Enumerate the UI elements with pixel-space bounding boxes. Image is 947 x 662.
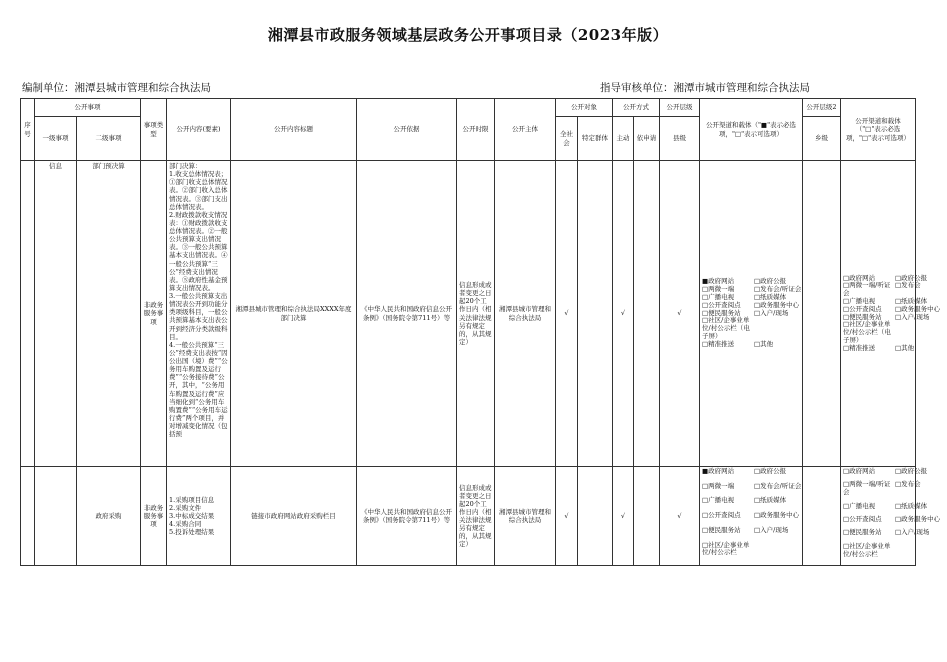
channel-option: □便民服务站 (843, 528, 882, 537)
col-level-group: 公开层级 (660, 99, 700, 117)
page-title: 湘潭县市政服务领域基层政务公开事项目录（2023年版） (267, 26, 669, 44)
col-content-title: 公开内容标题 (231, 99, 357, 161)
channel-option: □政府公报 (895, 467, 928, 475)
row-method-request (634, 467, 660, 566)
channel-option: □广播电视 (843, 501, 876, 510)
channel-option: □其他 (754, 339, 774, 348)
content-line: 3.一般公共预算支出情况表公开到功能分类项级科目，一般公共预算基本支出表公开到经济分类款级科目。 (169, 292, 228, 341)
row-level1: 信息 (35, 161, 77, 467)
channel-option: □精准推送 (702, 339, 735, 348)
content-line: 4.一般公共预算“三公”经费支出表按“因公出国（境）费”“公务用车购置及运行费”“公务接待费”公开，其中，“公务用车购置及运行费”应当细化到“公务用车购置费”“公务用车运行费”两个项目，并对增减变化情况（包括预 (169, 340, 228, 439)
col-channel-2: 公开渠道和载体（"□"表示必选项，"□"表示可选项） (841, 99, 916, 161)
channel-option: □其他 (895, 343, 915, 352)
row-level2: 部门预决算 (77, 161, 141, 467)
channel-option: □入户/现场 (754, 308, 789, 317)
col-subject: 公开主体 (495, 99, 556, 161)
row-channels-2 (841, 161, 941, 467)
channel-option: □广播电视 (702, 496, 735, 505)
row-target-all: √ (556, 467, 578, 566)
row-channels-2 (841, 467, 941, 566)
channel-option: □公开查阅点 (702, 300, 741, 309)
channel-option: □纸质媒体 (895, 501, 928, 510)
channel-option: □广播电视 (702, 293, 735, 301)
channel-option: □两微一端 (702, 481, 735, 490)
row-subject: 湘潭县城市管理和综合执法局 (495, 467, 556, 566)
channel-option: □政务服务中心 (895, 514, 941, 523)
channel-option: □精准推送 (843, 343, 876, 352)
channel-option: □便民服务站 (702, 308, 741, 317)
row-level2-township (803, 467, 841, 566)
compiler-unit: 编制单位：湘潭县城市管理和综合执法局 (22, 82, 211, 94)
content-line: 3.中标成交结果 (169, 511, 215, 520)
channel-option: □两微一端/听证会 (843, 281, 891, 298)
col-target-all: 全社会 (556, 117, 578, 161)
col-period: 公开时限 (457, 99, 495, 161)
row-target-specific (578, 161, 613, 467)
channel-option: □社区/企事业单位/村公示栏 (702, 540, 750, 557)
col-channel-1: 公开渠道和载体（"■"表示必选项，"□"表示可选项） (700, 99, 803, 161)
row-level1 (35, 467, 77, 566)
channel-option: □发布会 (895, 480, 921, 489)
channel-option: □发布会/听证会 (754, 285, 802, 294)
row-content-title: 湘潭县城市管理和综合执法局XXXX年度部门决算 (231, 161, 357, 467)
content-line: 部门决算： (169, 162, 202, 170)
row-channels-1 (700, 467, 803, 566)
col-type: 事项类型 (141, 99, 167, 161)
channel-option: □广播电视 (843, 296, 876, 305)
col-level2-township: 乡级 (803, 117, 841, 161)
row-target-specific (578, 467, 613, 566)
table-row (21, 161, 916, 467)
row-level-county: √ (660, 467, 700, 566)
channel-option (754, 317, 806, 340)
row-basis: 《中华人民共和国政府信息公开条例》（国务院令第711号）等 (357, 161, 457, 467)
channel-option: □便民服务站 (702, 525, 741, 534)
channel-option: ■政府网站 (702, 277, 735, 286)
disclosure-table (20, 98, 941, 566)
col-target-specific: 特定群体 (578, 117, 613, 161)
content-line: 1.采购项目信息 (169, 495, 215, 504)
row-basis: 《中华人民共和国政府信息公开条例》（国务院令第711号）等 (357, 467, 457, 566)
supervisor-unit: 指导审核单位：湘潭市城市管理和综合执法局 (600, 82, 810, 94)
content-line: 5.投诉处理结果 (169, 528, 215, 537)
col-level2: 二级事项 (77, 117, 141, 161)
row-subject: 湘潭县城市管理和综合执法局 (495, 161, 556, 467)
row-level2-township (803, 161, 841, 467)
channel-option: □政府公报 (754, 277, 787, 286)
row-seq (21, 467, 35, 566)
row-type: 非政务服务事项 (141, 467, 167, 566)
channel-option: □两微一端 (702, 285, 735, 294)
col-content: 公开内容(要素) (167, 99, 231, 161)
channel-option: □社区/企事业单位/村公示栏（电子屏） (702, 316, 750, 340)
channel-option: □政务服务中心 (754, 511, 800, 520)
col-method-active: 主动 (613, 117, 634, 161)
col-method-group: 公开方式 (613, 99, 660, 117)
channel-option (895, 321, 947, 344)
row-target-all: √ (556, 161, 578, 467)
content-line: 2.采购文件 (169, 503, 202, 512)
col-level2-group: 公开层级2 (803, 99, 841, 117)
row-method-request (634, 161, 660, 467)
channel-option: □政务服务中心 (895, 304, 941, 313)
channel-option: □公开查阅点 (843, 304, 882, 313)
channel-option: □便民服务站 (843, 312, 882, 321)
row-seq (21, 161, 35, 467)
channel-option: □两微一端/听证会 (843, 480, 891, 497)
col-level-county: 县级 (660, 117, 700, 161)
channel-option: □政府公报 (895, 273, 928, 282)
row-type: 非政务服务事项 (141, 161, 167, 467)
channel-option: □发布会 (895, 281, 921, 290)
channel-option: □纸质媒体 (754, 293, 787, 301)
col-basis: 公开依据 (357, 99, 457, 161)
col-method-request: 依申请 (634, 117, 660, 161)
channel-option: □社区/企事业单位/村公示栏 (843, 541, 891, 558)
row-period: 信息形成或者变更之日起20个工作日内（相关法律法规另有规定的，从其规定） (457, 467, 495, 566)
channel-option: ■政府网站 (702, 467, 735, 475)
channel-option: □公开查阅点 (843, 514, 882, 523)
row-content-title: 链接市政府网站政府采购栏目 (231, 467, 357, 566)
channel-option: □入户/现场 (895, 528, 930, 537)
col-seq: 序号 (21, 99, 35, 161)
table-row (21, 467, 916, 566)
row-content (167, 161, 231, 467)
row-level2: 政府采购 (77, 467, 141, 566)
row-period: 信息形成或者变更之日起20个工作日内（相关法律法规另有规定的，从其规定） (457, 161, 495, 467)
content-line: 1.收支总体情况表；①部门收支总体情况表。②部门收入总体情况表。③部门支出总体情况表。 (169, 170, 228, 211)
channel-option: □政务服务中心 (754, 300, 800, 309)
row-channels-1 (700, 161, 803, 467)
row-method-active: √ (613, 467, 634, 566)
channel-option: □政府网站 (843, 467, 876, 475)
header-row-1 (21, 99, 916, 117)
channel-option: □政府网站 (843, 273, 876, 282)
row-method-active: √ (613, 161, 634, 467)
row-content (167, 467, 231, 566)
col-level1: 一级事项 (35, 117, 77, 161)
channel-option: □发布会/听证会 (754, 481, 802, 490)
row-level-county: √ (660, 161, 700, 467)
channel-option: □入户/现场 (754, 525, 789, 534)
channel-option: □公开查阅点 (702, 511, 741, 520)
channel-option: □纸质媒体 (895, 296, 928, 305)
channel-option: □政府公报 (754, 467, 787, 475)
col-item-group: 公开事项 (35, 99, 141, 117)
content-line: 4.采购合同 (169, 520, 202, 529)
channel-option: □纸质媒体 (754, 496, 787, 505)
channel-option: □入户/现场 (895, 312, 930, 321)
content-line: 2.财政拨款收支情况表：①财政拨款收支总体情况表。②一般公共预算支出情况表。③一般公共预算基本支出情况表。④一般公共预算“三公”经费支出情况表。⑤政府性基金预算支出情况表。 (169, 210, 228, 292)
col-target-group: 公开对象 (556, 99, 613, 117)
channel-option: □社区/企事业单位/村公示栏（电子屏） (843, 320, 891, 344)
